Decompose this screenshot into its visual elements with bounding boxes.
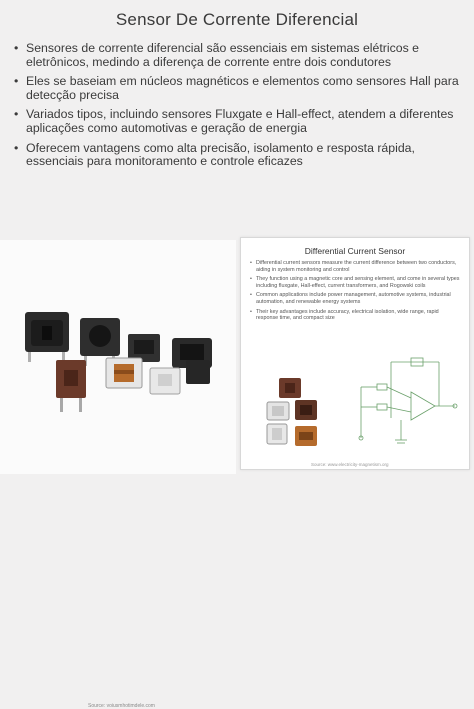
card-sensor-1 bbox=[279, 378, 301, 398]
bullet-item: • Eles se baseiam em núcleos magnéticos e elementos como sensores Hall para detecção precisa bbox=[14, 75, 462, 102]
card-bullet-list bbox=[250, 260, 462, 325]
bullet-list bbox=[14, 42, 462, 175]
card-illustration bbox=[241, 348, 469, 458]
sensor-white bbox=[150, 368, 180, 394]
sensors-photo bbox=[0, 240, 236, 709]
page-title: Sensor De Corrente Diferencial bbox=[115, 10, 359, 29]
card-bullet-item: • They function using a magnetic core and sensing element, and come in several types including fluxgate, Hall-effect, current transformers, and Rogowski coils bbox=[250, 276, 462, 289]
card-bullet-item: • Their key advantages include accuracy, electrical isolation, wide range, rapid response time, and compact size bbox=[250, 309, 462, 322]
circuit-schematic bbox=[359, 358, 457, 443]
card-bullet-item: • Common applications include power management, automotive systems, industrial automation, and renewable energy systems bbox=[250, 292, 462, 305]
card-source: Source: www.electricity-magnetism.org bbox=[311, 462, 389, 467]
card-sensor-5 bbox=[295, 426, 317, 446]
card-sensor-3 bbox=[295, 400, 317, 420]
bullet-item: • Variados tipos, incluindo sensores Fluxgate e Hall-effect, atendem a diferentes aplicações como automotivas e geração de energia bbox=[14, 108, 462, 135]
card-sensor-2 bbox=[267, 402, 289, 420]
current-sensors-illustration bbox=[0, 240, 236, 474]
bullet-item: • Sensores de corrente diferencial são essenciais em sistemas elétricos e eletrônicos, medindo a diferença de corrente entre dois condutores bbox=[14, 42, 462, 69]
image-source: Source: voiusmhotimdele.com bbox=[88, 703, 155, 709]
sensor-coil bbox=[106, 358, 142, 388]
bullet-item: • Oferecem vantagens como alta precisão, isolamento e resposta rápida, essenciais para monitoramento e controle eficazes bbox=[14, 142, 462, 169]
card-title: Differential Current Sensor bbox=[304, 246, 406, 256]
card-bullet-item: • Differential current sensors measure the current difference between two conductors, aiding in system monitoring and control bbox=[250, 260, 462, 273]
info-card bbox=[240, 237, 470, 470]
card-sensor-4 bbox=[267, 424, 287, 444]
sensor-black-small bbox=[186, 360, 210, 384]
sensor-black-1 bbox=[25, 312, 69, 362]
sensor-brown bbox=[56, 360, 86, 412]
